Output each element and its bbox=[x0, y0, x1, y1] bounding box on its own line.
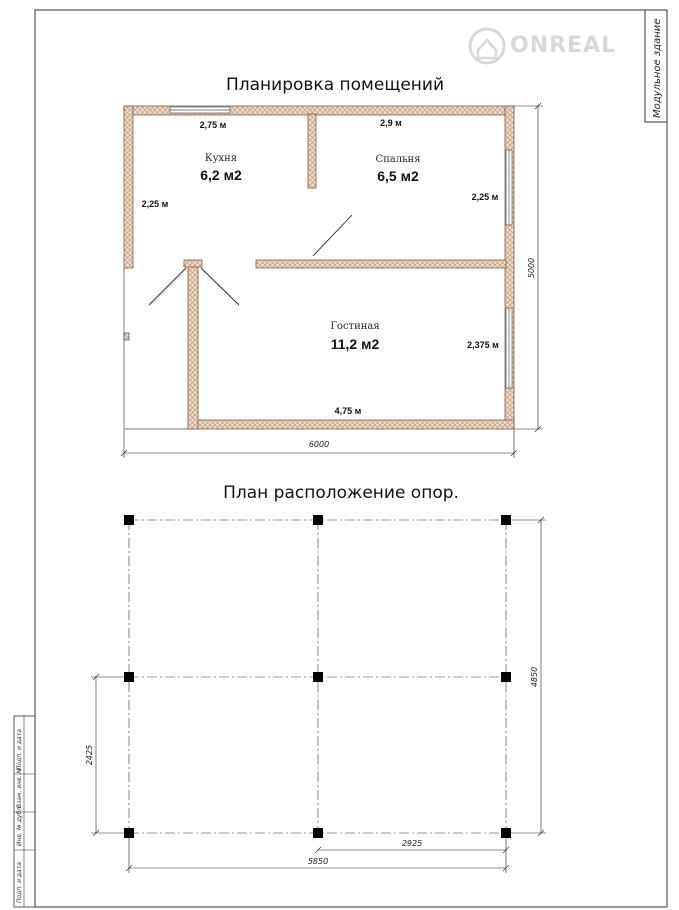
logo-subtext: ·· ·· ·· ·· ·· ·· ·· bbox=[512, 57, 577, 65]
wall-partition-kitchen-bedroom bbox=[308, 114, 316, 188]
onreal-logo bbox=[470, 29, 616, 65]
dim-floor-height: 5000 bbox=[527, 257, 536, 279]
wall-bottom bbox=[188, 420, 514, 429]
room-area-kitchen: 6,2 м2 bbox=[200, 167, 242, 183]
supports-plan-title: План расположение опор. bbox=[223, 483, 459, 503]
dim-living-side: 2,375 м bbox=[467, 340, 499, 350]
support-post bbox=[313, 828, 323, 838]
logo-text: ONREAL bbox=[510, 33, 617, 58]
door-bedroom bbox=[313, 215, 352, 256]
room-name-living: Гостиная bbox=[330, 321, 380, 332]
support-post bbox=[313, 515, 323, 525]
support-post bbox=[501, 828, 511, 838]
supports bbox=[124, 515, 511, 838]
stamp-cell: Инв. № дубл. bbox=[16, 804, 23, 846]
dim-floor-width: 6000 bbox=[308, 440, 330, 449]
wall-partition-bedroom-living bbox=[256, 260, 506, 268]
walls bbox=[124, 106, 514, 429]
support-post bbox=[124, 672, 134, 682]
room-name-kitchen: Кухня bbox=[204, 153, 238, 164]
door-living bbox=[201, 268, 239, 305]
wall-left-upper bbox=[124, 106, 133, 268]
floor-plan-dimensions bbox=[121, 103, 543, 458]
dim-supports-span-left: 2425 bbox=[85, 744, 94, 766]
room-area-living: 11,2 м2 bbox=[330, 336, 380, 352]
room-name-bedroom: Спальня bbox=[375, 154, 421, 165]
stamp-cell: Взам. инв. № bbox=[16, 767, 23, 808]
support-post bbox=[124, 515, 134, 525]
dim-supports-width: 5850 bbox=[307, 857, 329, 866]
floor-plan-title: Планировка помещений bbox=[225, 75, 445, 95]
dim-supports-span-right: 2925 bbox=[401, 839, 423, 848]
dim-kitchen-side: 2,25 м bbox=[141, 199, 169, 209]
support-post bbox=[501, 515, 511, 525]
support-post bbox=[501, 672, 511, 682]
dim-living-bottom: 4,75 м bbox=[334, 406, 362, 416]
stamp-cell: Подп. и дата bbox=[16, 729, 23, 770]
dim-supports-height: 4850 bbox=[530, 666, 539, 688]
wall-corridor bbox=[188, 260, 198, 429]
support-post bbox=[313, 672, 323, 682]
side-label: Модульное здание bbox=[652, 18, 663, 118]
stamp-cell: Подп. и дата bbox=[16, 862, 23, 903]
support-post bbox=[124, 828, 134, 838]
side-label-box bbox=[645, 10, 667, 122]
side-stamp bbox=[14, 716, 35, 907]
dim-kitchen-top: 2,75 м bbox=[199, 120, 227, 130]
dim-bedroom-side: 2,25 м bbox=[471, 192, 499, 202]
dim-bedroom-top: 2,9 м bbox=[380, 118, 402, 128]
door-kitchen bbox=[149, 268, 186, 305]
room-area-bedroom: 6,5 м2 bbox=[377, 168, 419, 184]
supports-dimensions bbox=[91, 517, 546, 873]
